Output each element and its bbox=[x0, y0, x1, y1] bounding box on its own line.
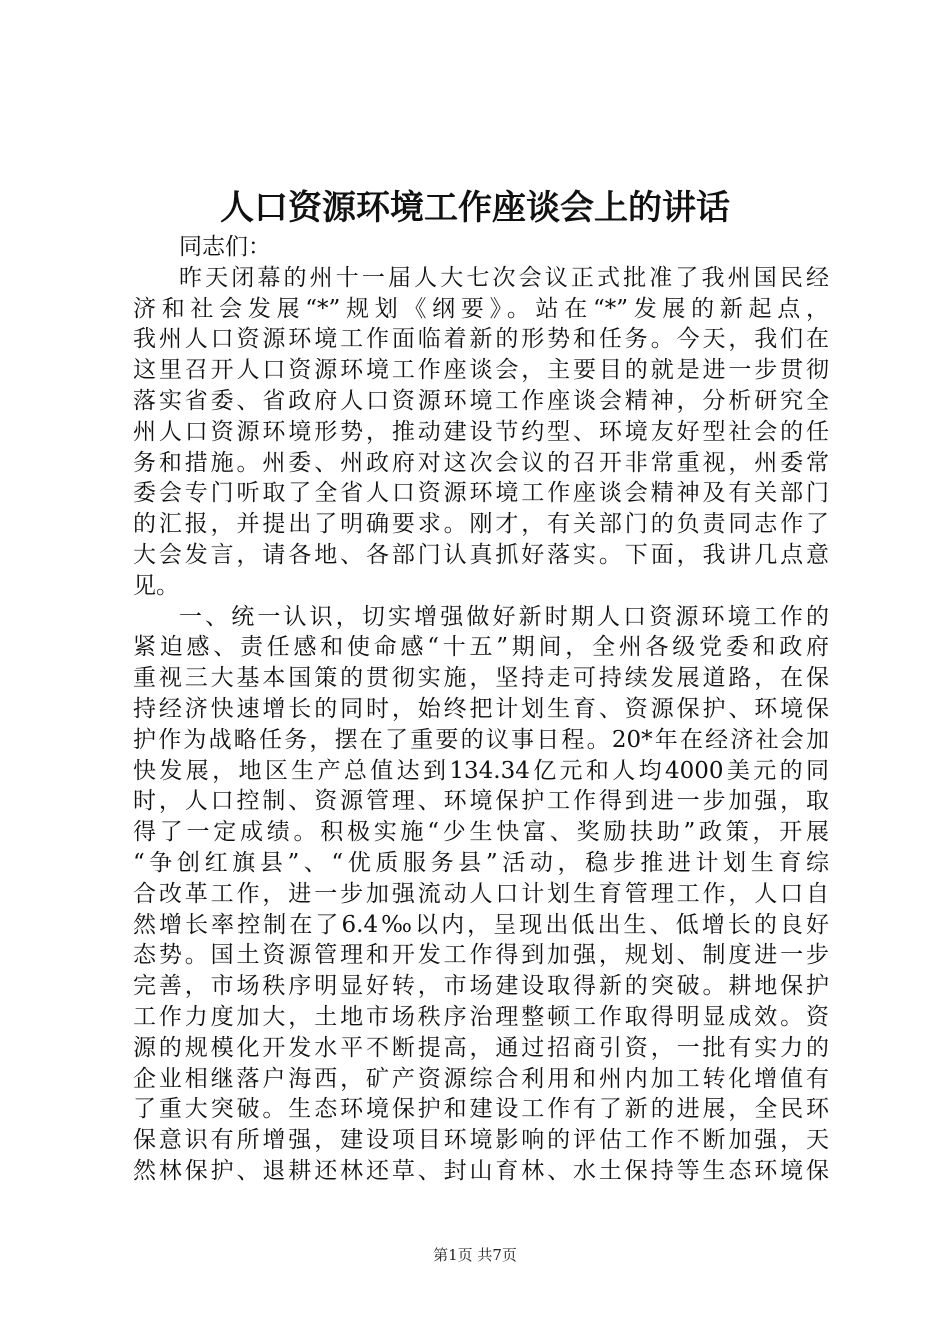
paragraph-line: 紧迫感、责任感和使命感“十五”期间，全州各级党委和政府 bbox=[133, 634, 829, 661]
paragraph-line: 务和措施。州委、州政府对这次会议的召开非常重视，州委常 bbox=[133, 449, 829, 476]
paragraph-line: 态势。国土资源管理和开发工作得到加强，规划、制度进一步 bbox=[133, 942, 829, 969]
paragraph-line: 一、统一认识，切实增强做好新时期人口资源环境工作的 bbox=[179, 603, 829, 630]
paragraph-line: 大会发言，请各地、各部门认真抓好落实。下面，我讲几点意 bbox=[133, 541, 829, 568]
paragraph-line: 济和社会发展“*”规划《纲要》。站在“*”发展的新起点， bbox=[133, 295, 829, 322]
page-title: 人口资源环境工作座谈会上的讲话 bbox=[220, 188, 730, 228]
paragraph-line: 工作力度加大，土地市场秩序治理整顿工作取得明显成效。资 bbox=[133, 1003, 829, 1030]
paragraph-line: 委会专门听取了全省人口资源环境工作座谈会精神及有关部门 bbox=[133, 480, 829, 507]
paragraph-line: 源的规模化开发水平不断提高，通过招商引资，一批有实力的 bbox=[133, 1034, 829, 1061]
paragraph-line: 企业相继落户海西，矿产资源综合利用和州内加工转化增值有 bbox=[133, 1065, 829, 1092]
paragraph-line: 昨天闭幕的州十一届人大七次会议正式批准了我州国民经 bbox=[179, 264, 829, 291]
page-footer: 第1页 共7页 bbox=[433, 1246, 517, 1264]
paragraph-line: 得了一定成绩。积极实施“少生快富、奖励扶助”政策，开展 bbox=[133, 819, 829, 846]
paragraph-line: 然增长率控制在了6.4‰以内，呈现出低出生、低增长的良好 bbox=[133, 911, 829, 938]
document-body bbox=[133, 232, 829, 1187]
paragraph-line: 合改革工作，进一步加强流动人口计划生育管理工作，人口自 bbox=[133, 880, 829, 907]
paragraph-line: 快发展，地区生产总值达到134.34亿元和人均4000美元的同 bbox=[133, 757, 829, 784]
paragraph-line: 护作为战略任务，摆在了重要的议事日程。20*年在经济社会加 bbox=[133, 726, 829, 753]
paragraph-line: 这里召开人口资源环境工作座谈会，主要目的就是进一步贯彻 bbox=[133, 357, 829, 384]
paragraph-line: 然林保护、退耕还林还草、封山育林、水土保持等生态环境保 bbox=[133, 1157, 829, 1184]
paragraph-line: 州人口资源环境形势，推动建设节约型、环境友好型社会的任 bbox=[133, 418, 829, 445]
paragraph-line: 持经济快速增长的同时，始终把计划生育、资源保护、环境保 bbox=[133, 695, 829, 722]
paragraph-line: 完善，市场秩序明显好转，市场建设取得新的突破。耕地保护 bbox=[133, 973, 829, 1000]
paragraph-line: 的汇报，并提出了明确要求。刚才，有关部门的负责同志作了 bbox=[133, 511, 829, 538]
paragraph-line: 落实省委、省政府人口资源环境工作座谈会精神，分析研究全 bbox=[133, 387, 829, 414]
paragraph-line: 保意识有所增强，建设项目环境影响的评估工作不断加强，天 bbox=[133, 1127, 829, 1154]
paragraph-line: 了重大突破。生态环境保护和建设工作有了新的进展，全民环 bbox=[133, 1096, 829, 1123]
paragraph-line: 时，人口控制、资源管理、环境保护工作得到进一步加强，取 bbox=[133, 788, 829, 815]
paragraph-line: “争创红旗县”、“优质服务县”活动，稳步推进计划生育综 bbox=[133, 849, 829, 876]
salutation: 同志们： bbox=[179, 234, 271, 260]
paragraph-line: 我州人口资源环境工作面临着新的形势和任务。今天，我们在 bbox=[133, 326, 829, 353]
paragraph-line: 重视三大基本国策的贯彻实施，坚持走可持续发展道路，在保 bbox=[133, 665, 829, 692]
paragraph-line: 见。 bbox=[133, 572, 179, 599]
